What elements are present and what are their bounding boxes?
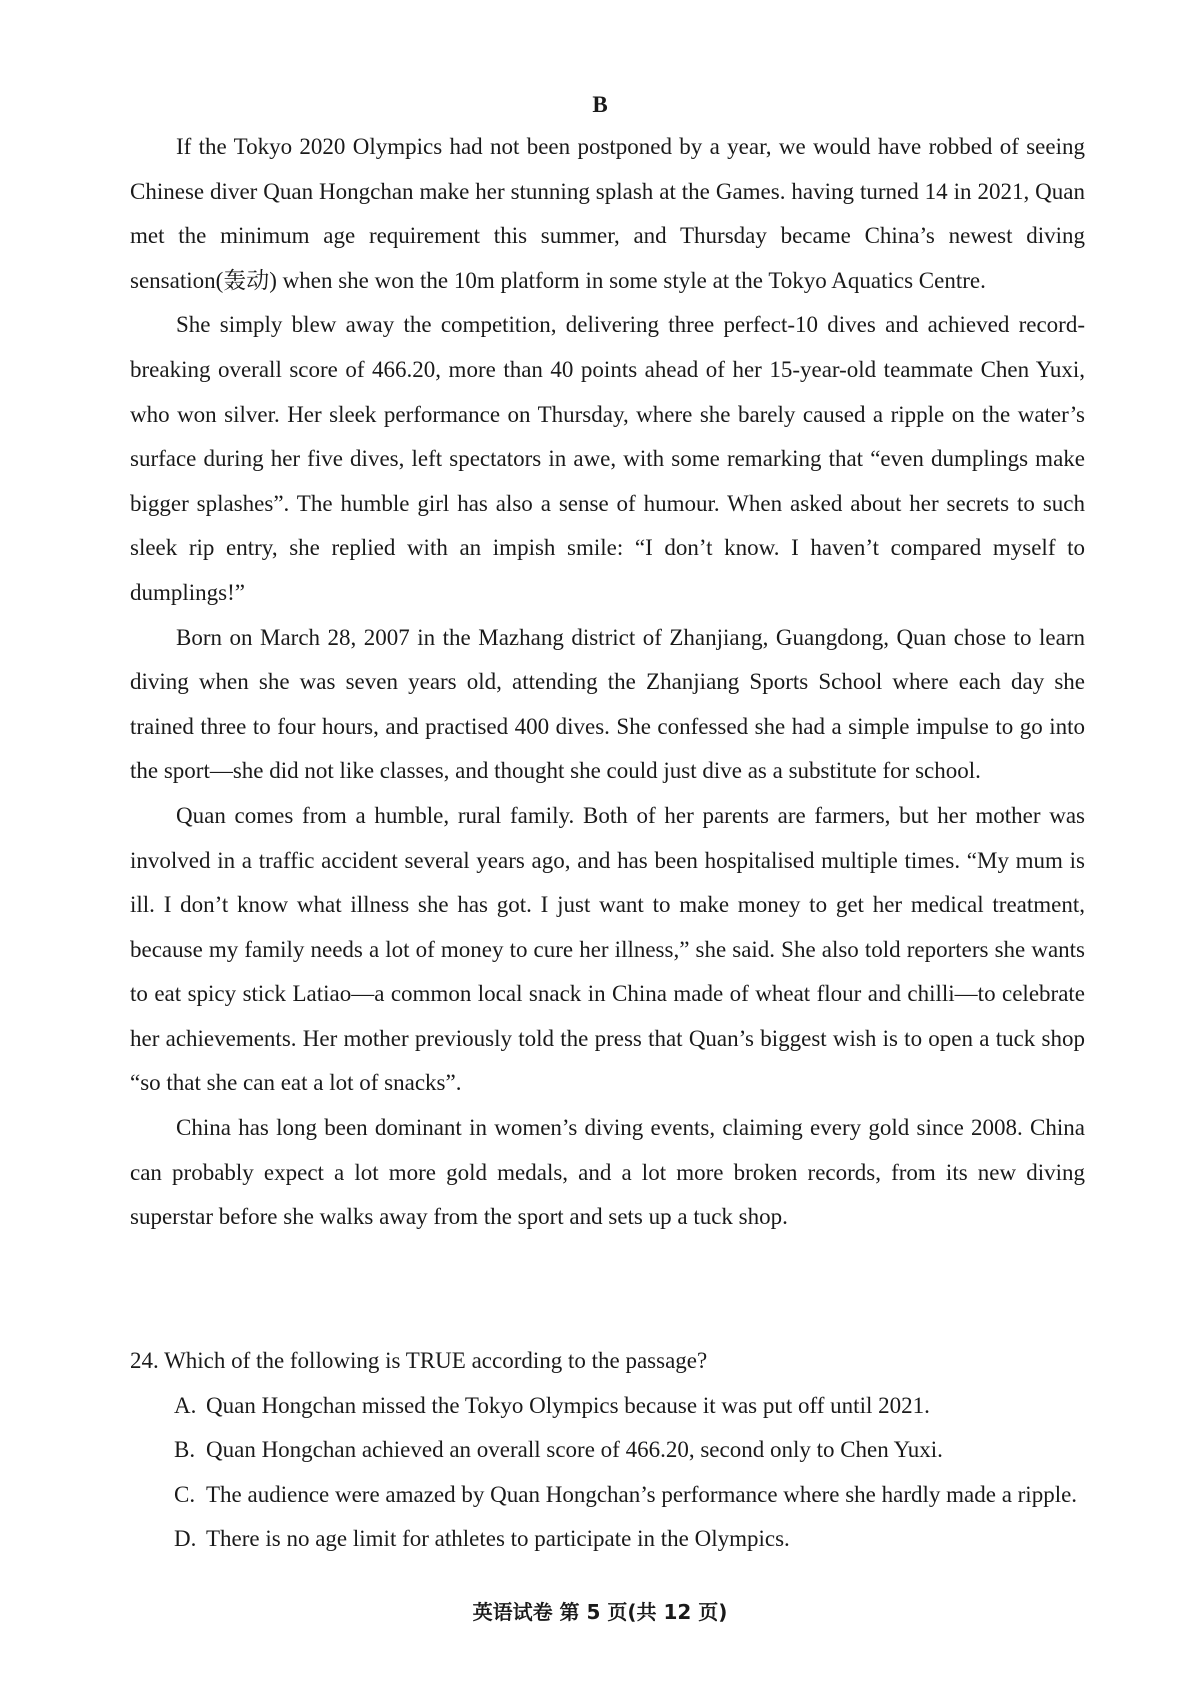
question-stem: 24. Which of the following is TRUE according to the passage? [130,1348,708,1373]
question-24 [130,1339,1085,1562]
passage-paragraph-4: Quan comes from a humble, rural family. Both of her parents are farmers, but her mother was involved in a traffic accident several years ago, and has been hospitalised multiple times. “My mum is ill. I don’t know what illness she has got. I just want to make money to get her medical treatment, because my family needs a lot of money to cure her illness,” she said. She also told reporters she wants to eat spicy stick Latiao—a common local snack in China made of wheat flour and chilli—to celebrate her achievements. Her mother previously told the press that Quan’s biggest wish is to open a tuck shop “so that she can eat a lot of snacks”. [130,802,1085,1096]
passage-paragraph-1: If the Tokyo 2020 Olympics had not been postponed by a year, we would have robbed of seeing Chinese diver Quan Hongchan make her stunning splash at the Games. having turned 14 in 2021, Quan met the minimum age requirement this summer, and Thursday became China’s newest diving sensation(轰动) when she won the 10m platform in some style at the Tokyo Aquatics Centre. [130,134,1085,293]
passage-paragraph-3: Born on March 28, 2007 in the Mazhang district of Zhanjiang, Guangdong, Quan chose to learn diving when she was seven years old, attending the Zhanjiang Sports School where each day she trained three to four hours, and practised 400 dives. She confessed she had a simple impulse to go into the sport—she did not like classes, and thought she could just dive as a substitute for school. [130,624,1085,784]
passage-paragraph-2: She simply blew away the competition, delivering three perfect-10 dives and achieved record-breaking overall score of 466.20, more than 40 points ahead of her 15-year-old teammate Chen Yuxi, who won silver. Her sleek performance on Thursday, where she barely caused a ripple on the water’s surface during her five dives, left spectators in awe, with some remarking that “even dumplings make bigger splashes”. The humble girl has also a sense of humour. When asked about her secrets to such sleek rip entry, she replied with an impish smile: “I don’t know. I haven’t compared myself to dumplings!” [130,312,1085,605]
page-footer: 英语试卷 第 5 页(共 12 页) [472,1600,728,1624]
option-d-text: There is no age limit for athletes to participate in the Olympics. [206,1526,790,1552]
option-b [130,1428,1085,1473]
option-c-text: The audience were amazed by Quan Hongchan’s performance where she hardly made a ripple. [206,1481,1078,1507]
reading-passage [130,125,1085,1240]
option-a [130,1384,1085,1429]
option-d-letter: D. [174,1526,197,1552]
section-letter: B [592,92,608,117]
option-d [130,1517,1085,1562]
option-c-letter: C. [174,1481,196,1507]
option-b-text: Quan Hongchan achieved an overall score of 466.20, second only to Chen Yuxi. [206,1437,943,1463]
option-a-letter: A. [174,1392,197,1418]
option-c [130,1473,1085,1518]
option-b-letter: B. [174,1437,196,1463]
option-a-text: Quan Hongchan missed the Tokyo Olympics because it was put off until 2021. [206,1392,930,1418]
passage-paragraph-5: China has long been dominant in women’s diving events, claiming every gold since 2008. China can probably expect a lot more gold medals, and a lot more broken records, from its new diving superstar before she walks away from the sport and sets up a tuck shop. [130,1115,1085,1230]
